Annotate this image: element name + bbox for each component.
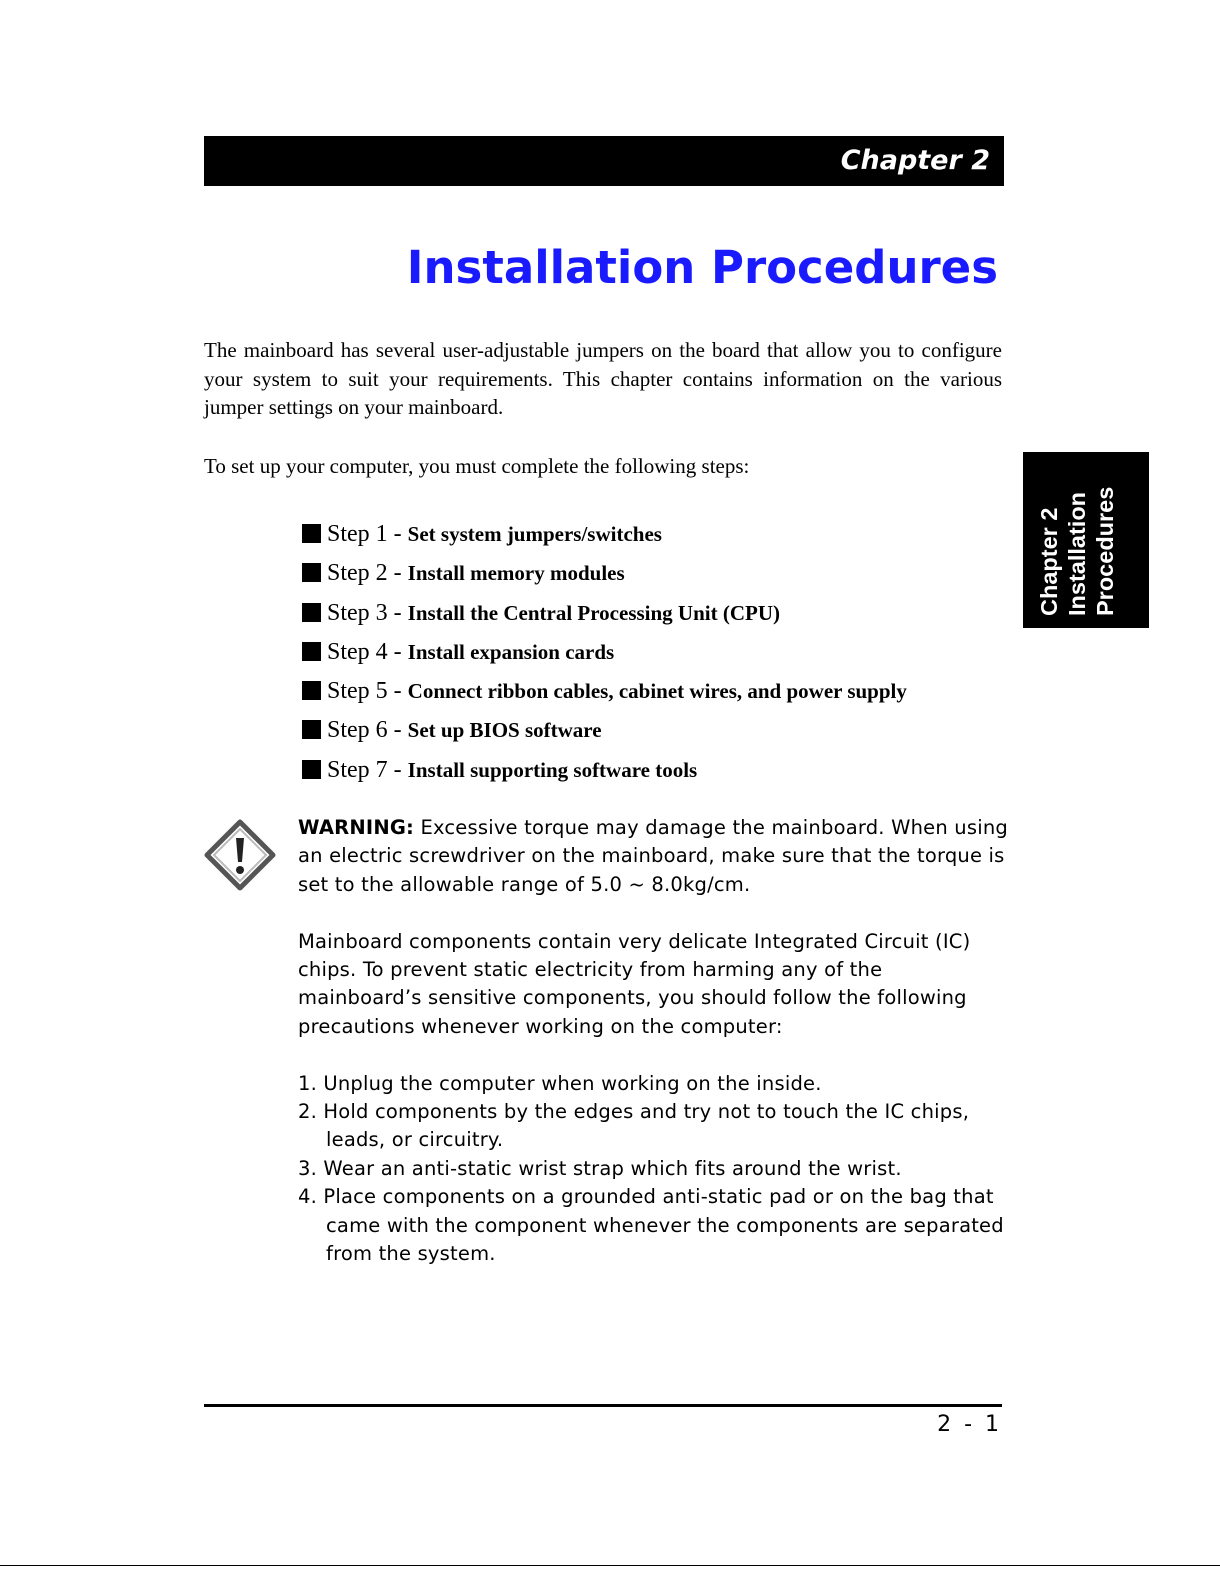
warning-diamond-icon (203, 818, 277, 892)
list-item: 1. Unplug the computer when working on the inside. (298, 1071, 822, 1095)
side-tab-line: Installation (1064, 491, 1090, 616)
step-text: Set system jumpers/switches (407, 522, 662, 546)
square-bullet-icon (302, 524, 321, 543)
page-bottom-divider (0, 1565, 1220, 1566)
footer-divider (204, 1404, 1002, 1407)
step-text: Install the Central Processing Unit (CPU) (407, 600, 781, 625)
chapter-header-bar (204, 136, 1004, 186)
step-label: Step 7 - (327, 756, 408, 783)
list-item: 2. Hold components by the edges and try not to touch the IC chips, leads, or circuitry. (298, 1100, 970, 1152)
step-item (302, 594, 1002, 633)
chapter-label: Chapter 2 (840, 145, 990, 176)
chapter-side-tab (1023, 452, 1149, 628)
components-note: Mainboard components contain very delicate Integrated Circuit (IC) chips. To prevent static electricity from harming any of the mainboard’s sensitive components, you should follow the following precautions whenever working on the computer: (298, 929, 971, 1038)
side-tab-line: Chapter 2 (1036, 507, 1062, 616)
precautions-list (298, 1070, 1008, 1269)
step-label: Step 4 - (327, 638, 408, 665)
square-bullet-icon (302, 760, 321, 779)
warning-label: WARNING: (298, 816, 415, 839)
warning-paragraph (298, 814, 1008, 899)
step-text: Install expansion cards (407, 639, 615, 664)
side-tab-line: Procedures (1092, 486, 1118, 616)
step-item (302, 672, 1002, 711)
notes-section (298, 814, 1008, 1268)
step-label: Step 2 - (327, 560, 408, 587)
warning-text: Excessive torque may damage the mainboard. When using an electric screwdriver on the mainboard, make sure that the torque is set to the allowable range of 5.0 ~ 8.0kg/cm. (298, 816, 1008, 896)
square-bullet-icon (302, 563, 321, 582)
page-title: Installation Procedures (406, 241, 998, 294)
step-item (302, 633, 1002, 672)
intro-paragraph: The mainboard has several user-adjustable jumpers on the board that allow you to configure your system to suit your requirements. This chapter contains information on the various jumper settings on your mainboard. (204, 338, 1002, 420)
step-label: Step 1 - (327, 521, 408, 547)
side-tab-text (1035, 487, 1119, 616)
square-bullet-icon (302, 720, 321, 739)
step-text: Install memory modules (407, 561, 625, 586)
square-bullet-icon (302, 642, 321, 661)
step-label: Step 5 - (327, 678, 408, 705)
square-bullet-icon (302, 603, 321, 622)
step-item (302, 751, 1002, 790)
step-item (302, 515, 1002, 554)
page-number: 2 - 1 (937, 1412, 1002, 1437)
step-label: Step 6 - (327, 717, 408, 744)
steps-list (302, 515, 1002, 790)
step-item (302, 554, 1002, 593)
list-item: 4. Place components on a grounded anti-static pad or on the bag that came with the component whenever the components are separated from the system. (298, 1185, 1004, 1266)
setup-paragraph: To set up your computer, you must complete the following steps: (204, 454, 750, 478)
step-text: Connect ribbon cables, cabinet wires, and power supply (407, 679, 907, 704)
step-text: Install supporting software tools (407, 757, 698, 782)
square-bullet-icon (302, 681, 321, 700)
step-text: Set up BIOS software (407, 718, 602, 743)
list-item: 3. Wear an anti-static wrist strap which fits around the wrist. (298, 1156, 902, 1180)
step-item (302, 711, 1002, 750)
step-label: Step 3 - (327, 599, 408, 626)
